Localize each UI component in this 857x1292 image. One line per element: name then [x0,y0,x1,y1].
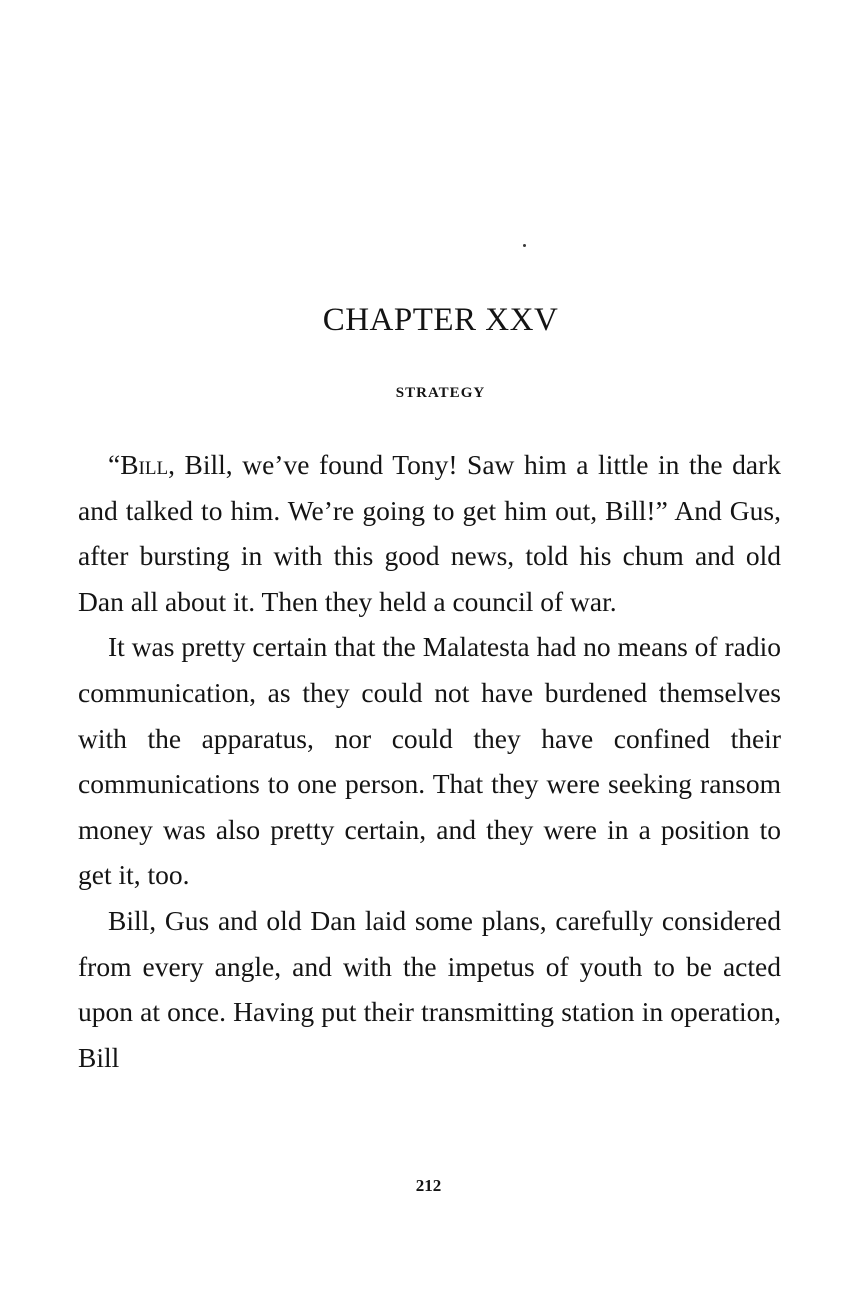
small-caps-word: Bill [120,449,169,480]
ink-speck [523,244,526,247]
paragraph-3: Bill, Gus and old Dan laid some plans, carefully considered from every angle, and with the impetus of youth to be acted upon at once. Having put their transmitting station in operation, Bill [78,904,781,1073]
paragraph-1-text: , Bill, we’ve found Tony! Saw him a little in the dark and talked to him. We’re going to get him out, Bill!” And Gus, after bursting in with this good news, told his chum and old Dan all about it. Then they held a council of war. [78,449,781,617]
body-text [78,442,781,1080]
page-number: 212 [415,1176,442,1195]
chapter-subtitle: STRATEGY [395,385,486,401]
chapter-heading: CHAPTER XXV [322,302,559,338]
paragraph-1 [78,442,781,624]
paragraph-2: It was pretty certain that the Malatesta had no means of radio communication, as they could not have burdened themselves with the apparatus, nor could they have confined their communications to one person. That they were seeking ransom money was also pretty certain, and they were in a position to get it, too. [78,631,781,891]
opening-quote: “ [108,449,121,480]
